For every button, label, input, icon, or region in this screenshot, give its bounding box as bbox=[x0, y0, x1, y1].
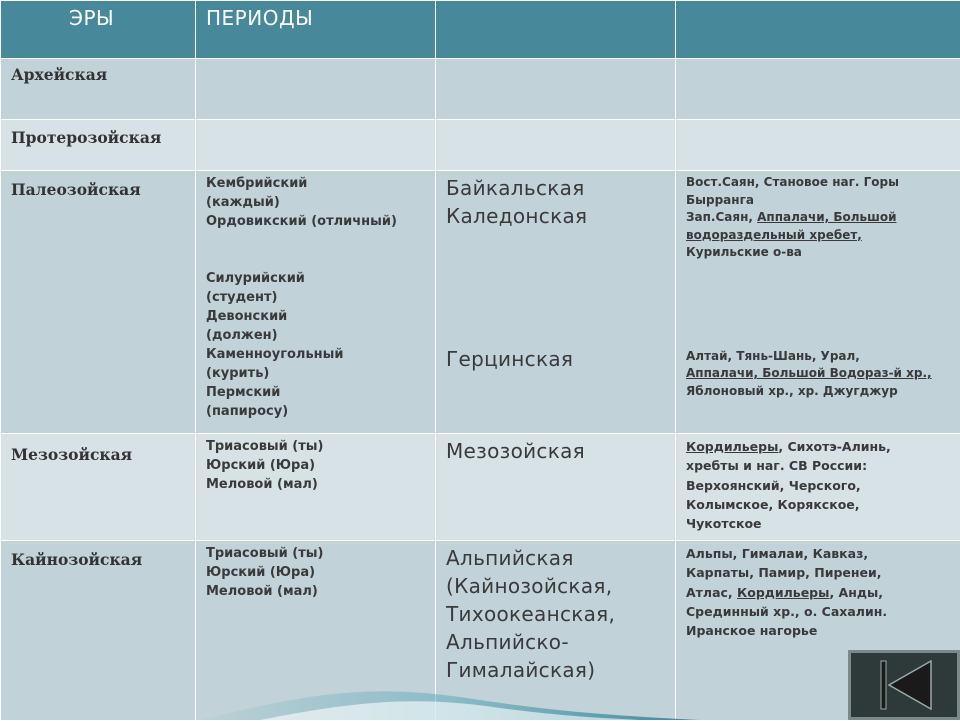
mountains-text: , Сихотэ-Алинь, bbox=[778, 439, 890, 454]
period-item: (курить) bbox=[206, 364, 435, 383]
period-item: Триасовый (ты) bbox=[206, 544, 435, 563]
mountains-line: Иранское нагорье bbox=[686, 621, 956, 640]
folding-item: Альпийско- bbox=[446, 628, 675, 656]
era-cell bbox=[1, 171, 196, 434]
era-cell bbox=[1, 120, 196, 171]
mountains-line: хребты и наг. СВ России: bbox=[686, 456, 956, 475]
folding-cell bbox=[436, 541, 676, 721]
era-cell bbox=[1, 59, 196, 120]
mountains-line bbox=[686, 583, 956, 602]
mountains-line: Срединный хр., о. Сахалин. bbox=[686, 602, 956, 621]
mountains-line: Бырранга bbox=[686, 192, 956, 210]
folding-item: Каледонская bbox=[446, 202, 675, 230]
table-row bbox=[1, 120, 960, 171]
mountains-line: Алтай, Тянь-Шань, Урал, bbox=[686, 348, 956, 366]
period-item: (папиросу) bbox=[206, 402, 435, 421]
period-item: (каждый) bbox=[206, 193, 435, 212]
folding-list bbox=[436, 171, 675, 373]
table-row bbox=[1, 434, 960, 541]
period-item: Кембрийский bbox=[206, 174, 435, 193]
folding-item: Тихоокеанская, bbox=[446, 600, 675, 628]
header-row bbox=[1, 1, 960, 59]
folding-list bbox=[436, 541, 675, 684]
table-row bbox=[1, 59, 960, 120]
mountains-line: Вост.Саян, Становое наг. Горы bbox=[686, 174, 956, 192]
mountains-cell bbox=[676, 171, 960, 434]
periods-list bbox=[196, 434, 435, 494]
header-eras: ЭРЫ bbox=[1, 1, 196, 59]
period-item: Юрский (Юра) bbox=[206, 563, 435, 582]
period-item: Пермский bbox=[206, 383, 435, 402]
mountains-line: Яблоновый хр., хр. Джугджур bbox=[686, 383, 956, 401]
mountains-link: Аппалачи, Большой bbox=[757, 210, 896, 224]
mountains-line: Альпы, Гималаи, Кавказ, bbox=[686, 544, 956, 563]
period-item: Каменноугольный bbox=[206, 345, 435, 364]
folding-cell bbox=[436, 120, 676, 171]
folding-item: Герцинская bbox=[446, 345, 675, 373]
mountains-text: , Анды, bbox=[829, 585, 883, 600]
mountains-line: Верхоянский, Черского, bbox=[686, 476, 956, 495]
mountains-text: Зап.Саян, bbox=[686, 210, 757, 224]
era-proterozoic: Протерозойская bbox=[1, 120, 195, 147]
era-cell bbox=[1, 434, 196, 541]
mountains-list bbox=[676, 434, 960, 533]
mountains-link: водораздельный хребет, bbox=[686, 227, 956, 245]
periods-cell bbox=[196, 120, 436, 171]
folding-item: Байкальская bbox=[446, 174, 675, 202]
folding-item: Гималайская) bbox=[446, 656, 675, 684]
mountains-line: Чукотское bbox=[686, 514, 956, 533]
folding-item: Мезозойская bbox=[436, 434, 675, 465]
folding-item: (Кайнозойская, bbox=[446, 572, 675, 600]
mountains-line: Колымское, Корякское, bbox=[686, 495, 956, 514]
period-item: Юрский (Юра) bbox=[206, 456, 435, 475]
period-item: (должен) bbox=[206, 326, 435, 345]
era-cell bbox=[1, 541, 196, 721]
mountains-link: Аппалачи, Большой Водораз-й хр., bbox=[686, 365, 956, 383]
header-col4 bbox=[676, 1, 960, 59]
periods-cell bbox=[196, 434, 436, 541]
periods-cell bbox=[196, 59, 436, 120]
mountains-line: Курильские о-ва bbox=[686, 244, 956, 262]
mountains-line bbox=[686, 437, 956, 456]
period-item: Меловой (мал) bbox=[206, 475, 435, 494]
period-item: Триасовый (ты) bbox=[206, 437, 435, 456]
mountains-link: Кордильеры bbox=[686, 439, 778, 454]
period-item: (студент) bbox=[206, 288, 435, 307]
back-to-start-button[interactable] bbox=[848, 650, 960, 720]
periods-list bbox=[196, 171, 435, 421]
mountains-cell bbox=[676, 59, 960, 120]
table-row bbox=[1, 171, 960, 434]
era-paleozoic: Палеозойская bbox=[1, 171, 195, 199]
period-item: Меловой (мал) bbox=[206, 582, 435, 601]
mountains-list bbox=[676, 541, 960, 640]
mountains-text: Атлас, bbox=[686, 585, 737, 600]
table-row bbox=[1, 541, 960, 721]
folding-cell bbox=[436, 59, 676, 120]
mountains-line bbox=[686, 209, 956, 227]
periods-cell bbox=[196, 541, 436, 721]
era-cenozoic: Кайнозойская bbox=[1, 541, 195, 569]
era-archean: Архейская bbox=[1, 59, 195, 84]
mountains-list bbox=[676, 171, 960, 400]
periods-cell bbox=[196, 171, 436, 434]
folding-item: Альпийская bbox=[446, 544, 675, 572]
skip-to-start-icon bbox=[851, 653, 957, 717]
folding-cell bbox=[436, 171, 676, 434]
era-mesozoic: Мезозойская bbox=[1, 434, 195, 464]
period-item: Силурийский bbox=[206, 269, 435, 288]
period-item: Девонский bbox=[206, 307, 435, 326]
mountains-line: Карпаты, Памир, Пиренеи, bbox=[686, 563, 956, 582]
period-item: Ордовикский (отличный) bbox=[206, 212, 435, 231]
mountains-link: Кордильеры bbox=[737, 585, 829, 600]
mountains-cell bbox=[676, 434, 960, 541]
header-periods: ПЕРИОДЫ bbox=[196, 1, 436, 59]
folding-cell bbox=[436, 434, 676, 541]
header-col3 bbox=[436, 1, 676, 59]
mountains-cell bbox=[676, 120, 960, 171]
periods-list bbox=[196, 541, 435, 601]
